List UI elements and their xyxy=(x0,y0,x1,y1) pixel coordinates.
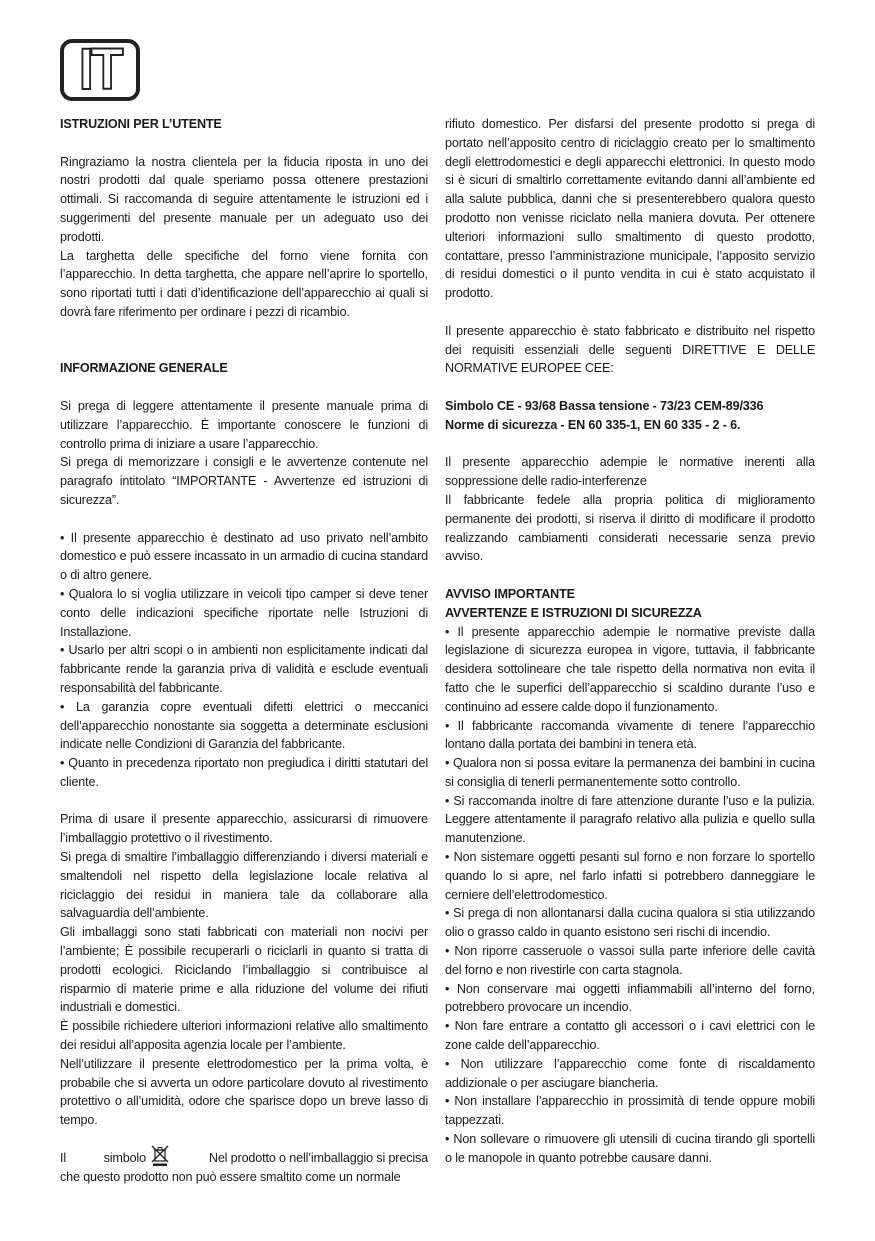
paragraph: che questo prodotto non può essere smaltito come un normale xyxy=(60,1169,401,1184)
paragraph: Si prega di smaltire l’imballaggio differenziando i diversi materiali e smaltendoli nel rispetto della legislazione locale relativa al riciclaggio dei residui in maniera tale da collaborare alla salvaguardia dell’ambiente. xyxy=(60,850,428,921)
norm-line: Simbolo CE - 93/68 Bassa tensione - 73/23 CEM-89/336 xyxy=(445,398,764,413)
bullet-item: • La garanzia copre eventuali difetti elettrici o meccanici dell’apparecchio nonostante sia soggetta a determinate esclusioni indicate nelle Condizioni di Garanzia del fabbricante. xyxy=(60,699,428,752)
section-heading-general-info: INFORMAZIONE GENERALE xyxy=(60,361,228,376)
bullet-item: • Non installare l’apparecchio in prossimità di tende oppure mobili tappezzati. xyxy=(445,1094,815,1128)
paragraph: Il presente apparecchio è stato fabbricato e distribuito nel rispetto dei requisiti essenziali delle seguenti DIRETTIVE E DELLE NORMATIVE EUROPEE CEE: xyxy=(445,323,815,376)
bullet-item: • Non conservare mai oggetti infiammabili all’interno del forno, potrebbero provocare un incendio. xyxy=(445,981,815,1015)
bullet-item: • Quanto in precedenza riportato non pregiudica i diritti statutari del cliente. xyxy=(60,756,428,789)
paragraph: Prima di usare il presente apparecchio, assicurarsi di rimuovere l’imballaggio protettivo o il rivestimento. xyxy=(60,812,428,846)
bullet-item: • Il fabbricante raccomanda vivamente di tenere l’apparecchio lontano dalla portata dei bambini in tenera età. xyxy=(445,718,815,752)
text-fragment: Il xyxy=(60,1151,66,1166)
paragraph: È possibile richiedere ulteriori informazioni relative allo smaltimento dei residui all’apposita agenzia locale per l’ambiente. xyxy=(60,1019,428,1053)
bullet-item: • Non sistemare oggetti pesanti sul forno e non forzare lo sportello quando lo si apre, nel farlo infatti si potrebbero danneggiare le cerniere dell’elettrodomestico. xyxy=(445,850,815,902)
bullet-item: • Qualora lo si voglia utilizzare in veicoli tipo camper si deve tener conto delle indicazioni specifiche riportate nelle Istruzioni di Installazione. xyxy=(60,586,428,639)
bullet-item: • Non sollevare o rimuovere gli utensili di cucina tirando gli sportelli o le manopole in quanto potrebbe causare danni. xyxy=(445,1132,815,1165)
paragraph: rifiuto domestico. Per disfarsi del presente prodotto si prega di portato nell’apposito centro di riciclaggio creato per lo smaltimento degli elettrodomestici e degli apparecchi elettronici. In questo modo si è sicuri di smaltirlo correttamente evitando danni all’ambiente ed alla salute pubblica, danni che si presenterebbero qualora questo prodotto non venisse riciclato nella maniera dovuta. Per ottenere ulteriori informazioni sullo smaltimento di questo prodotto, contattare, presso l’amministrazione municipale, l’apposito servizio di residui domestici o il punto vendita in cui è stato acquistato il prodotto. xyxy=(445,117,815,301)
crossed-out-bin-icon xyxy=(149,1144,171,1166)
bullet-item: • Si prega di non allontanarsi dalla cucina qualora si stia utilizzando olio o grasso caldo in quanto esistono seri rischi di incendio. xyxy=(445,906,815,940)
text-fragment: simbolo xyxy=(103,1151,146,1166)
language-badge xyxy=(60,39,140,101)
paragraph: Il fabbricante fedele alla propria politica di miglioramento permanente dei prodotti, si riserva il diritto di modificare il prodotto realizzando cambiamenti considerati necessarie senza previo avviso. xyxy=(445,492,815,564)
paragraph: Ringraziamo la nostra clientela per la fiducia riposta in uno dei nostri prodotti dal quale speriamo possa ottenere prestazioni ottimali. Si raccomanda di seguire attentamente le istruzioni ed i suggerimenti del presente manuale per un adeguato uso dei prodotti. xyxy=(60,154,428,244)
paragraph: Si prega di memorizzare i consigli e le avvertenze contenute nel paragrafo intitolato “IMPORTANTE - Avvertenze ed istruzioni di sicurezza”. xyxy=(60,455,428,507)
bullet-item: • Si raccomanda inoltre di fare attenzione durante l’uso e la pulizia. Leggere attentamente il paragrafo relativo alla pulizia e quello sulla manutenzione. xyxy=(445,793,815,846)
paragraph: Il presente apparecchio adempie le normative inerenti alla soppressione delle radio-interferenze xyxy=(445,455,815,489)
norm-line: Norme di sicurezza - EN 60 335-1, EN 60 335 - 2 - 6. xyxy=(445,417,741,432)
section-heading-user-instructions: ISTRUZIONI PER L’UTENTE xyxy=(60,117,222,131)
paragraph: La targhetta delle specifiche del forno viene fornita con l’apparecchio. In detta targhetta, che appare nell’aprire lo sportello, sono riportati tutti i dati d’identificazione dell’apparecchio ai quali si dovrà fare riferimento per ordinare i pezzi di ricambio. xyxy=(60,248,428,319)
right-column xyxy=(445,115,815,1168)
language-code: IT xyxy=(79,37,121,102)
bullet-item: • Qualora non si possa evitare la permanenza dei bambini in cucina si consiglia di tenerli permanentemente sotto controllo. xyxy=(445,756,815,789)
paragraph: Nell’utilizzare il presente elettrodomestico per la prima volta, è probabile che si avverta un odore particolare dovuto al rivestimento protettivo o all’umidità, odore che sparisce dopo un breve lasso di tempo. xyxy=(60,1056,428,1128)
bullet-item: • Non riporre casseruole o vassoi sulla parte inferiore delle cavità del forno e non rivestirle con carta stagnola. xyxy=(445,944,815,977)
bullet-item: • Il presente apparecchio adempie le normative previste dalla legislazione di sicurezza europea in vigore, tuttavia, il fabbricante desidera sottolineare che tale rispetto della normativa non evita il fatto che le superfici dell’apparecchio si scaldino durante l’uso e continuino ad essere calde dopo il funzionamento. xyxy=(445,624,815,714)
text-fragment: Nel prodotto o nell’imballaggio si precisa xyxy=(208,1151,428,1166)
bullet-item: • Non utilizzare l’apparecchio come fonte di riscaldamento addizionale o per asciugare biancheria. xyxy=(445,1056,815,1090)
bullet-item: • Il presente apparecchio è destinato ad uso privato nell’ambito domestico e può essere incassato in un armadio di cucina standard o di altro genere. xyxy=(60,530,428,583)
bullet-item: • Non fare entrare a contatto gli accessori o i cavi elettrici con le zone calde dell’apparecchio. xyxy=(445,1019,815,1053)
left-column xyxy=(60,115,428,1187)
section-heading-important-notice: AVVISO IMPORTANTE xyxy=(445,586,575,601)
paragraph: Gli imballaggi sono stati fabbricati con materiali non nocivi per l’ambiente; È possibile recuperarli o riciclarli in quanto si tratta di prodotti ecologici. Riciclando l’imballaggio si contribuisce al risparmio di materie prime e alla riduzione del volume dei rifiuti industriali e domestici. xyxy=(60,925,428,1015)
paragraph: Si prega di leggere attentamente il presente manuale prima di utilizzare l’apparecchio. È importante conoscere le funzioni di controllo prima di iniziare a usare l’apparecchio. xyxy=(60,398,428,451)
section-heading-safety-warnings: AVVERTENZE E ISTRUZIONI DI SICUREZZA xyxy=(445,605,702,620)
weee-symbol-line xyxy=(60,1144,428,1168)
bullet-item: • Usarlo per altri scopi o in ambienti non esplicitamente indicati dal fabbricante rende la garanzia priva di validità e esclude eventuali responsabilità del fabbricante. xyxy=(60,643,428,695)
